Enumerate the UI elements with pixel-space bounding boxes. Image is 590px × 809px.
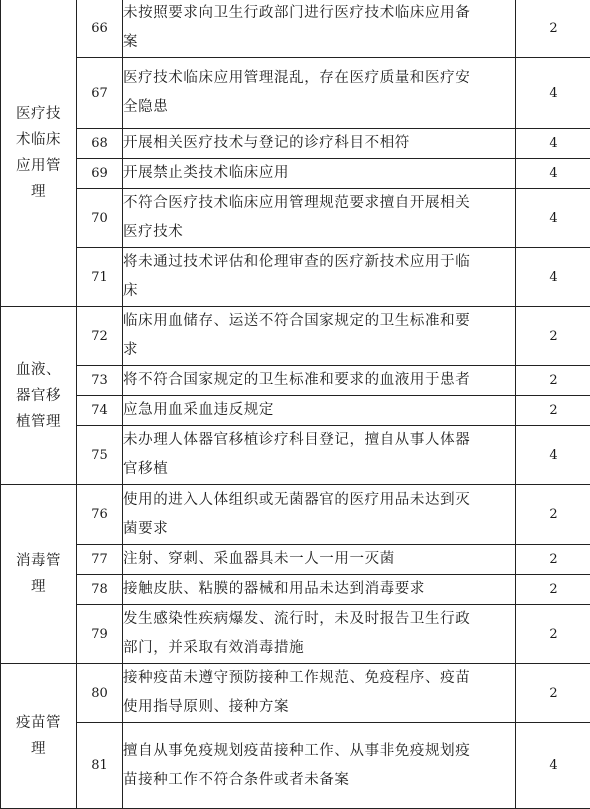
item-score: 4 [549, 448, 557, 463]
table-row [1, 189, 590, 248]
item-number: 67 [91, 86, 108, 101]
table-row [1, 485, 590, 545]
item-number-cell [77, 664, 123, 723]
table-row [1, 58, 590, 129]
item-description-line: 使用指导原则、接种方案 [123, 693, 515, 722]
table-row [1, 545, 590, 575]
table-row [1, 426, 590, 485]
item-number: 68 [91, 136, 108, 151]
item-description-line: 医疗技术临床应用管理混乱，存在医疗质量和医疗安 [123, 64, 515, 93]
item-score: 2 [549, 373, 557, 388]
item-description-cell [123, 129, 516, 159]
item-description-line: 临床用血储存、运送不符合国家规定的卫生标准和要 [123, 307, 515, 336]
item-description-cell [123, 575, 516, 605]
item-number: 77 [91, 552, 108, 567]
item-number-cell [77, 545, 123, 575]
item-score-cell [516, 485, 590, 545]
item-number-cell [77, 0, 123, 58]
item-number-cell [77, 248, 123, 307]
item-description-line: 求 [123, 336, 515, 365]
item-number: 79 [91, 627, 108, 642]
item-description-line: 不符合医疗技术临床应用管理规范要求擅自开展相关 [123, 189, 515, 218]
item-description-cell [123, 664, 516, 723]
item-description-line: 床 [123, 277, 515, 306]
item-number: 74 [91, 403, 108, 418]
item-score: 4 [549, 166, 557, 181]
item-number: 70 [91, 211, 108, 226]
item-description-cell [123, 0, 516, 58]
item-number: 66 [91, 21, 108, 36]
item-description-cell [123, 189, 516, 248]
item-score: 4 [549, 758, 557, 773]
item-description-cell [123, 58, 516, 129]
item-description-line: 将不符合国家规定的卫生标准和要求的血液用于患者 [123, 366, 515, 395]
item-number-cell [77, 575, 123, 605]
item-description-line: 全隐患 [123, 93, 515, 122]
item-description-cell [123, 723, 516, 809]
item-score: 4 [549, 270, 557, 285]
item-score: 4 [549, 86, 557, 101]
score-table-body [1, 0, 590, 809]
item-description-line: 菌要求 [123, 515, 515, 544]
category-line: 术临床 [1, 127, 76, 153]
category-line: 器官移 [1, 383, 76, 409]
item-description-line: 部门，并采取有效消毒措施 [123, 634, 515, 663]
item-description-cell [123, 426, 516, 485]
table-row [1, 396, 590, 426]
category-cell [1, 664, 77, 809]
item-description-line: 官移植 [123, 455, 515, 484]
table-row [1, 159, 590, 189]
item-number: 71 [91, 270, 108, 285]
item-description-cell [123, 396, 516, 426]
category-line: 消毒管 [1, 548, 76, 574]
item-number-cell [77, 159, 123, 189]
table-row [1, 575, 590, 605]
item-score-cell [516, 189, 590, 248]
item-number-cell [77, 396, 123, 426]
category-cell [1, 485, 77, 664]
item-score: 4 [549, 136, 557, 151]
item-number-cell [77, 605, 123, 664]
category-line: 医疗技 [1, 101, 76, 127]
item-score-cell [516, 307, 590, 366]
category-line: 疫苗管 [1, 710, 76, 736]
item-score-cell [516, 545, 590, 575]
item-score-cell [516, 366, 590, 396]
item-number-cell [77, 485, 123, 545]
item-score-cell [516, 129, 590, 159]
category-line: 理 [1, 574, 76, 600]
item-description-line: 医疗技术 [123, 218, 515, 247]
category-line: 理 [1, 179, 76, 205]
table-row [1, 248, 590, 307]
item-score: 2 [549, 627, 557, 642]
item-number-cell [77, 307, 123, 366]
item-number-cell [77, 366, 123, 396]
item-number: 81 [91, 758, 108, 773]
item-description-cell [123, 485, 516, 545]
table-row [1, 307, 590, 366]
category-cell [1, 0, 77, 307]
item-description-cell [123, 605, 516, 664]
item-description-cell [123, 366, 516, 396]
item-number: 78 [91, 582, 108, 597]
item-score-cell [516, 159, 590, 189]
item-number: 80 [91, 686, 108, 701]
item-description-line: 使用的进入人体组织或无菌器官的医疗用品未达到灭 [123, 486, 515, 515]
item-score: 2 [549, 329, 557, 344]
item-description-cell [123, 307, 516, 366]
item-score: 2 [549, 21, 557, 36]
item-description-line: 开展相关医疗技术与登记的诊疗科目不相符 [123, 129, 515, 158]
item-score-cell [516, 396, 590, 426]
item-score-cell [516, 0, 590, 58]
item-description-line: 开展禁止类技术临床应用 [123, 159, 515, 188]
table-row [1, 0, 590, 58]
item-description-line: 注射、穿刺、采血器具未一人一用一灭菌 [123, 545, 515, 574]
item-score-cell [516, 605, 590, 664]
category-line: 应用管 [1, 153, 76, 179]
item-score-cell [516, 575, 590, 605]
category-cell [1, 307, 77, 485]
item-number: 76 [91, 507, 108, 522]
item-description-cell [123, 545, 516, 575]
category-line: 理 [1, 736, 76, 762]
category-line: 血液、 [1, 357, 76, 383]
item-score: 2 [549, 686, 557, 701]
item-score-cell [516, 723, 590, 809]
item-number: 72 [91, 329, 108, 344]
item-description-line: 应急用血采血违反规定 [123, 396, 515, 425]
item-number: 73 [91, 373, 108, 388]
item-number-cell [77, 426, 123, 485]
item-description-line: 发生感染性疾病爆发、流行时，未及时报告卫生行政 [123, 605, 515, 634]
item-description-line: 未办理人体器官移植诊疗科目登记，擅自从事人体器 [123, 426, 515, 455]
item-description-line: 将未通过技术评估和伦理审查的医疗新技术应用于临 [123, 248, 515, 277]
item-number-cell [77, 189, 123, 248]
table-row [1, 605, 590, 664]
table-row [1, 129, 590, 159]
item-score: 2 [549, 403, 557, 418]
table-row [1, 664, 590, 723]
item-score: 4 [549, 211, 557, 226]
category-line: 植管理 [1, 409, 76, 435]
item-description-cell [123, 159, 516, 189]
item-number-cell [77, 129, 123, 159]
item-score-cell [516, 248, 590, 307]
table-row [1, 366, 590, 396]
item-description-line: 接触皮肤、粘膜的器械和用品未达到消毒要求 [123, 575, 515, 604]
item-number: 75 [91, 448, 108, 463]
item-score-cell [516, 426, 590, 485]
item-description-line: 擅自从事免疫规划疫苗接种工作、从事非免疫规划疫 [123, 737, 515, 766]
item-score-cell [516, 58, 590, 129]
item-description-line: 案 [123, 28, 515, 57]
item-number-cell [77, 723, 123, 809]
item-score-cell [516, 664, 590, 723]
table-row [1, 723, 590, 809]
item-score: 2 [549, 582, 557, 597]
item-description-line: 接种疫苗未遵守预防接种工作规范、免疫程序、疫苗 [123, 664, 515, 693]
item-number: 69 [91, 166, 108, 181]
item-description-line: 未按照要求向卫生行政部门进行医疗技术临床应用备 [123, 0, 515, 28]
item-description-cell [123, 248, 516, 307]
item-score: 2 [549, 507, 557, 522]
item-score: 2 [549, 552, 557, 567]
item-number-cell [77, 58, 123, 129]
item-description-line: 苗接种工作不符合条件或者未备案 [123, 766, 515, 795]
